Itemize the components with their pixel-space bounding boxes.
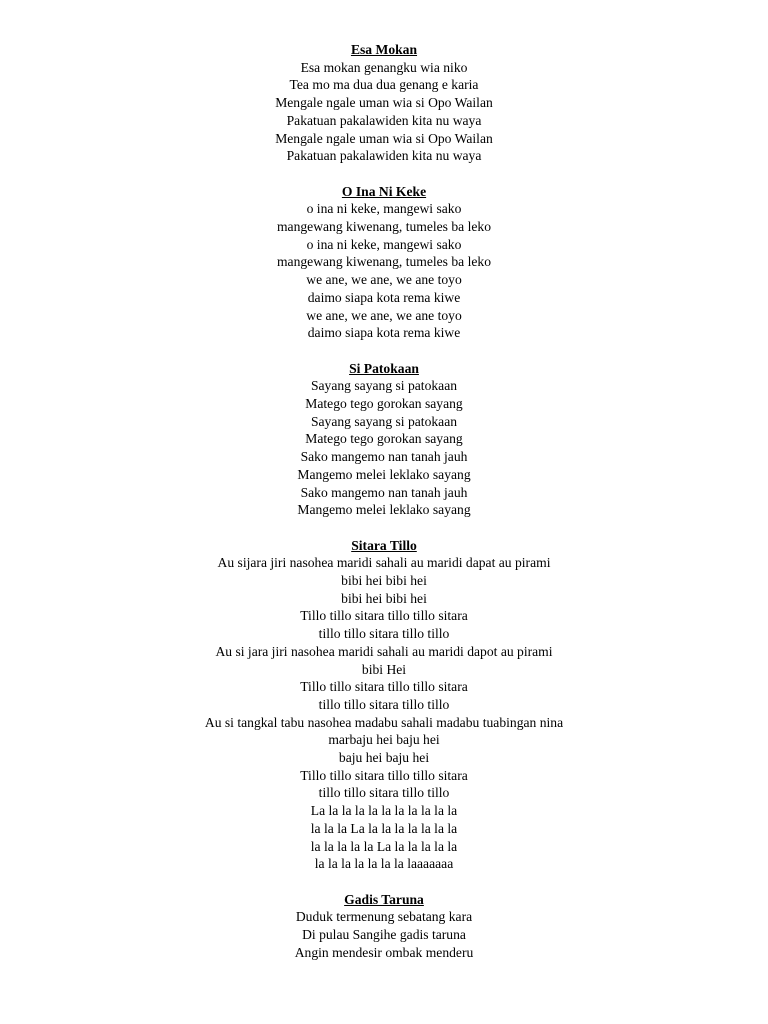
lyric-line: tillo tillo sitara tillo tillo [318, 626, 450, 642]
lyric-line: daimo siapa kota rema kiwe [307, 289, 461, 305]
lyric-line: Sako mangemo nan tanah jauh [300, 449, 468, 465]
song-title: O Ina Ni Keke [341, 183, 427, 199]
lyric-line: Tea mo ma dua dua genang e karia [289, 77, 479, 93]
lyric-line: Duduk termenung sebatang kara [295, 909, 473, 925]
song-block [0, 891, 768, 962]
lyric-line: we ane, we ane, we ane toyo [306, 307, 462, 323]
lyric-line: Tillo tillo sitara tillo tillo sitara [300, 767, 468, 783]
lyric-line: Pakatuan pakalawiden kita nu waya [286, 112, 482, 128]
lyric-line: o ina ni keke, mangewi sako [306, 236, 462, 252]
lyric-line: we ane, we ane, we ane toyo [306, 272, 462, 288]
lyric-line: baju hei baju hei [338, 750, 430, 766]
song-title: Gadis Taruna [344, 891, 424, 907]
lyric-line: Au si jara jiri nasohea maridi sahali au maridi dapot au pirami [215, 643, 553, 659]
document-page [0, 41, 768, 979]
song-block [0, 41, 768, 165]
lyric-line: Esa mokan genangku wia niko [300, 59, 468, 75]
lyric-line: tillo tillo sitara tillo tillo [318, 785, 450, 801]
lyric-line: tillo tillo sitara tillo tillo [318, 696, 450, 712]
lyric-line: La la la la la la la la la la la [310, 803, 458, 819]
lyric-line: Tillo tillo sitara tillo tillo sitara [300, 679, 468, 695]
song-block [0, 537, 768, 873]
lyric-line: marbaju hei baju hei [328, 732, 440, 748]
lyric-line: daimo siapa kota rema kiwe [307, 325, 461, 341]
lyric-line: Au sijara jiri nasohea maridi sahali au maridi dapat au pirami [217, 555, 551, 571]
lyric-line: Angin mendesir ombak menderu [294, 944, 474, 960]
lyric-line: Tillo tillo sitara tillo tillo sitara [300, 608, 468, 624]
lyric-line: Mengale ngale uman wia si Opo Wailan [275, 95, 493, 111]
lyric-line: bibi hei bibi hei [341, 590, 427, 606]
lyric-line: Mangemo melei leklako sayang [297, 466, 471, 482]
song-block [0, 360, 768, 519]
lyric-line: bibi Hei [361, 661, 407, 677]
lyric-line: Di pulau Sangihe gadis taruna [302, 927, 466, 943]
lyric-line: Matego tego gorokan sayang [305, 396, 463, 412]
lyric-line: Mengale ngale uman wia si Opo Wailan [275, 130, 493, 146]
lyric-line: Au si tangkal tabu nasohea madabu sahali madabu tuabingan nina [204, 714, 564, 730]
lyric-line: mangewang kiwenang, tumeles ba leko [276, 219, 492, 235]
lyric-line: la la la la la La la la la la la [310, 838, 458, 854]
lyric-line: Sayang sayang si patokaan [310, 378, 458, 394]
lyric-line: la la la la la la la laaaaaaa [314, 856, 454, 872]
lyric-line: Sayang sayang si patokaan [310, 413, 458, 429]
lyric-line: Sako mangemo nan tanah jauh [300, 484, 468, 500]
lyric-line: la la la La la la la la la la la [310, 820, 458, 836]
song-title: Si Patokaan [349, 360, 419, 376]
lyric-line: Pakatuan pakalawiden kita nu waya [286, 148, 482, 164]
lyric-line: o ina ni keke, mangewi sako [306, 201, 462, 217]
lyric-line: bibi hei bibi hei [341, 573, 427, 589]
song-title: Sitara Tillo [351, 537, 417, 553]
lyric-line: Matego tego gorokan sayang [305, 431, 463, 447]
song-block [0, 183, 768, 342]
lyric-line: Mangemo melei leklako sayang [297, 502, 471, 518]
lyric-line: mangewang kiwenang, tumeles ba leko [276, 254, 492, 270]
song-title: Esa Mokan [350, 42, 418, 57]
